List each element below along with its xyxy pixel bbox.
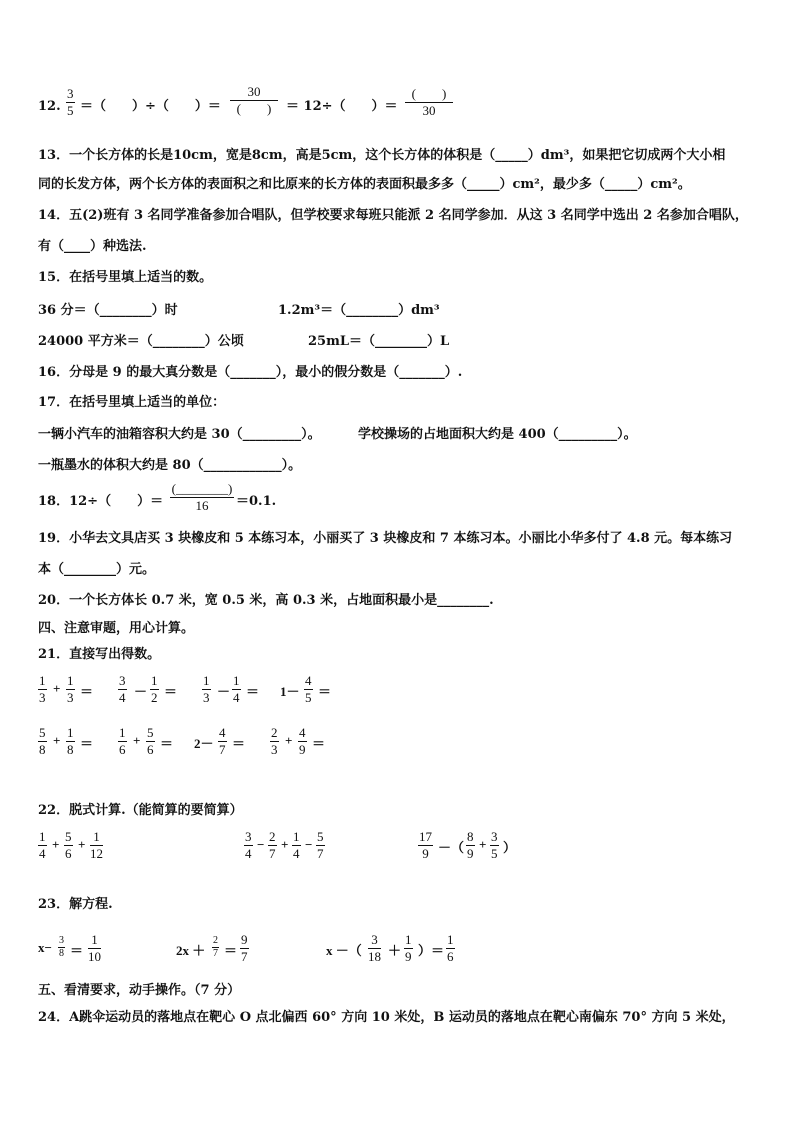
frac: 3 4 (119, 673, 126, 705)
frac: 5 7 (317, 829, 324, 861)
numerator: (________) (171, 481, 233, 496)
q18-suffix: ＝0.1. (236, 494, 277, 509)
frac: 1 9 (405, 932, 412, 964)
denominator: 5 (67, 103, 74, 118)
q20-text: 20．一个长方体长 0.7 米，宽 0.5 米，高 0.3 米，占地面积最小是________. (38, 593, 494, 608)
frac: 1 6 (119, 725, 126, 757)
frac: 5 8 (39, 725, 46, 757)
q12-fraction-1 (66, 86, 75, 119)
frac: 5 6 (65, 829, 72, 861)
frac: 1 10 (88, 932, 101, 964)
q17-item-c: 一瓶墨水的体积大约是 80（____________）。 (38, 458, 302, 473)
q13-line-2: 同的长发方体，两个长方体的表面积之和比原来的长方体的表面积最多多（_____）cm²，最少多（_____）cm²。 (38, 177, 691, 192)
frac: 1 12 (90, 829, 103, 861)
frac: 9 7 (241, 932, 248, 964)
q14-line-1: 14．五(2)班有 3 名同学准备参加合唱队，但学校要求每班只能派 2 名同学参加．从这 3 名同学中选出 2 名参加合唱队， (38, 208, 748, 223)
q23-title: 23．解方程. (38, 897, 113, 912)
q12-expr-1: ＝（ ）÷（ ）＝ (80, 99, 221, 114)
frac: 17 9 (419, 829, 432, 861)
frac: 1 4 (39, 829, 46, 861)
frac: 1 4 (293, 829, 300, 861)
q14-line-2: 有（____）种选法. (38, 239, 147, 254)
q19-line-1: 19．小华去文具店买 3 块橡皮和 5 本练习本，小丽买了 3 块橡皮和 7 本练习本。小丽比小华多付了 4.8 元。每本练习 (38, 531, 733, 546)
q18-fraction (170, 481, 234, 514)
q15-title: 15．在括号里填上适当的数。 (38, 270, 213, 285)
q17-item-a: 一辆小汽车的油箱容积大约是 30（_________）。 (38, 427, 321, 442)
frac: 3 5 (491, 829, 498, 861)
q15-item-c: 24000 平方米＝（________）公顷 (38, 334, 244, 349)
q19-line-2: 本（________）元。 (38, 562, 156, 577)
frac: 4 7 (219, 725, 226, 757)
q21-title: 21．直接写出得数。 (38, 647, 161, 662)
q12-fraction-2 (230, 84, 278, 117)
frac: 3 18 (368, 932, 381, 964)
q22-title: 22．脱式计算.（能简算的要简算） (38, 803, 243, 818)
q17-title: 17．在括号里填上适当的单位： (38, 395, 226, 410)
q24-text: 24．A跳伞运动员的落地点在靶心 O 点北偏西 60° 方向 10 米处，B 运动员的落地点在靶心南偏东 70° 方向 5 米处， (38, 1010, 735, 1025)
numerator: 30 (230, 84, 278, 101)
q12-fraction-3 (405, 86, 453, 119)
frac: 3 8 (59, 935, 64, 959)
q16-text: 16．分母是 9 的最大真分数是（_______），最小的假分数是（_______）. (38, 365, 463, 380)
numerator: ( ) (405, 86, 453, 103)
frac: 4 9 (299, 725, 306, 757)
frac: 5 6 (147, 725, 154, 757)
frac: 1 8 (67, 725, 74, 757)
numerator: 3 (67, 86, 74, 101)
frac: 1 3 (203, 673, 210, 705)
section-4-heading: 四、注意审题，用心计算。 (38, 621, 195, 636)
denominator: ( ) (236, 101, 272, 116)
denominator: 16 (195, 498, 209, 513)
frac: 4 5 (305, 673, 312, 705)
frac: 3 4 (245, 829, 252, 861)
frac: 8 9 (467, 829, 474, 861)
frac: 1 3 (39, 673, 46, 705)
q13-line-1: 13．一个长方体的长是10cm，宽是8cm，高是5cm，这个长方体的体积是（_____）dm³，如果把它切成两个大小相 (38, 148, 726, 163)
section-5-heading: 五、看清要求，动手操作。（7 分） (38, 983, 241, 998)
frac: 1 3 (67, 673, 74, 705)
q17-item-b: 学校操场的占地面积大约是 400（_________）。 (358, 427, 637, 442)
q12-expr-2: ＝ 12÷（ ）＝ (286, 99, 398, 114)
frac: 2 7 (269, 829, 276, 861)
denominator: 30 (422, 103, 436, 118)
frac: 1 2 (151, 673, 158, 705)
q15-item-b: 1.2m³＝（________）dm³ (278, 303, 440, 318)
frac: 2 7 (213, 935, 218, 959)
q12-number: 12. (38, 99, 61, 114)
frac: 1 6 (447, 932, 454, 964)
frac: 2 3 (271, 725, 278, 757)
q15-item-d: 25mL＝（________）L (308, 334, 450, 349)
q15-item-a: 36 分＝（________）时 (38, 303, 178, 318)
frac: 1 4 (233, 673, 240, 705)
q18-prefix: 18．12÷（ ）＝ (38, 494, 164, 509)
